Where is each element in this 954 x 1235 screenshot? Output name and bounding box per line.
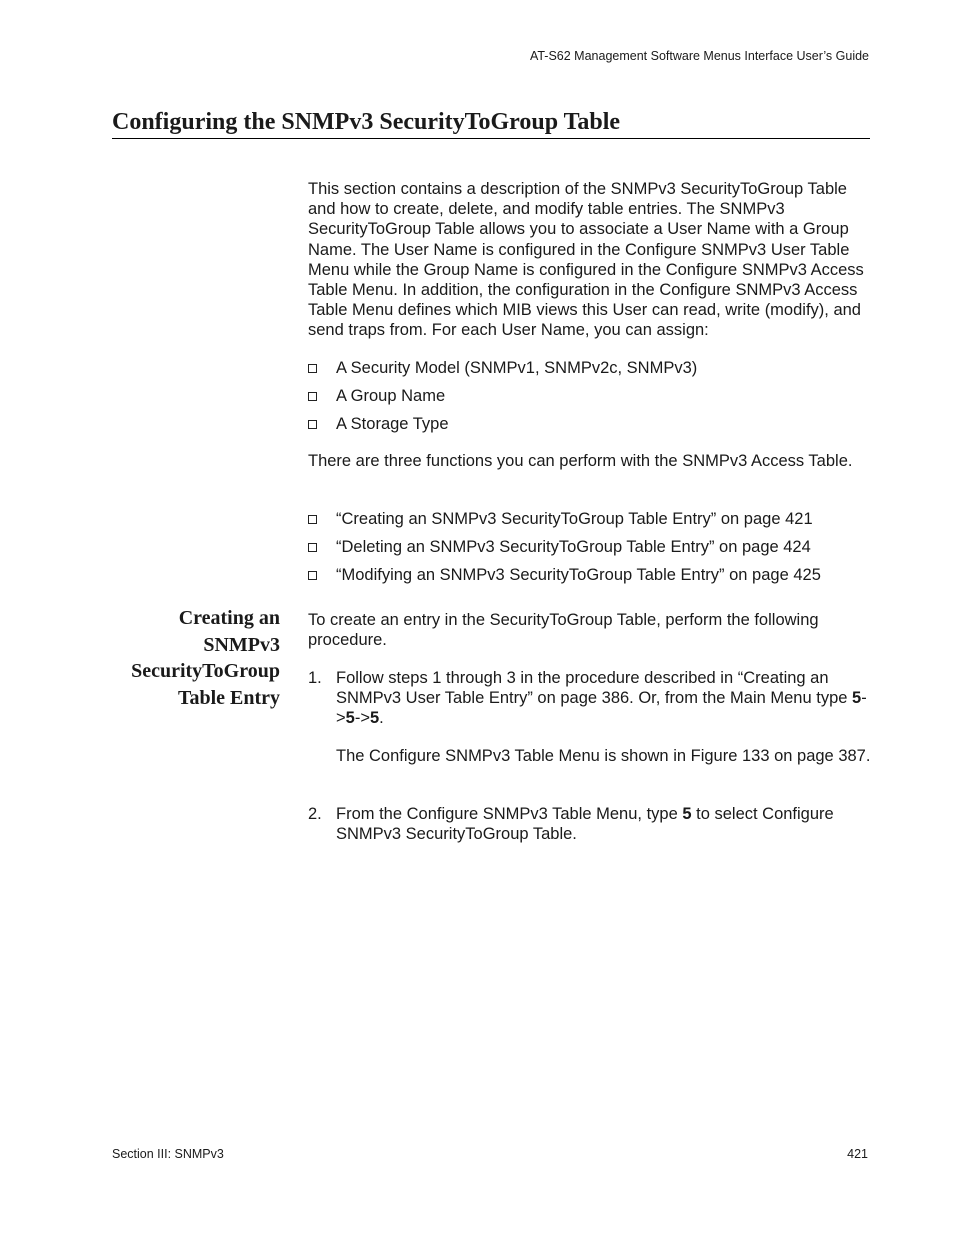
checkbox-bullet-icon	[308, 571, 317, 580]
cross-reference-link[interactable]: “Creating an SNMPv3 SecurityToGroup Table Entry” on page 421	[336, 510, 813, 528]
list-item	[308, 386, 874, 414]
section-title: Configuring the SNMPv3 SecurityToGroup Table	[112, 108, 870, 139]
menu-key: 5	[682, 805, 692, 823]
menu-key: 5	[369, 709, 380, 728]
footer-section: Section III: SNMPv3	[112, 1147, 224, 1161]
subsection-heading-line: Creating an	[178, 607, 280, 629]
checkbox-bullet-icon	[308, 420, 317, 429]
functions-intro-block	[308, 451, 874, 471]
intro-paragraph: This section contains a description of the SNMPv3 SecurityToGroup Table and how to create, delete, and modify table entries. The SNMPv3 SecurityToGroup Table allows you to associate a User Name with a Group Name. The User Name is configured in the Configure SNMPv3 User Table Menu while the Group Name is configured in the Configure SNMPv3 Access Table Menu. In addition, the configuration in the Configure SNMPv3 Access Table Menu defines which MIB views this User can read, write (modify), and send traps from. For each User Name, you can assign:	[308, 180, 864, 340]
intro-block	[308, 179, 874, 341]
list-item	[308, 358, 874, 386]
menu-key: 5	[852, 689, 862, 708]
list-item	[308, 414, 874, 442]
checkbox-bullet-icon	[308, 364, 317, 373]
list-item	[308, 509, 874, 537]
checkbox-bullet-icon	[308, 515, 317, 524]
list-item-text: A Group Name	[336, 387, 446, 405]
list-item-text: A Security Model (SNMPv1, SNMPv2c, SNMPv3)	[336, 359, 698, 377]
list-item-text: A Storage Type	[336, 415, 449, 433]
subsection-heading-line: Table Entry	[177, 686, 280, 709]
menu-key: 5	[345, 709, 355, 728]
list-item	[308, 537, 874, 565]
step-text: Follow steps 1 through 3 in the procedure described in “Creating an SNMPv3 User Table Entry” on page 386. Or, from the Main Menu type 5->5->5.	[336, 669, 867, 728]
step-2	[308, 804, 874, 844]
subsection-heading	[131, 605, 280, 711]
cross-reference-link[interactable]: “Modifying an SNMPv3 SecurityToGroup Table Entry” on page 425	[336, 566, 821, 584]
assign-list	[308, 358, 874, 442]
function-links-block	[308, 509, 874, 593]
cross-reference-link[interactable]: “Deleting an SNMPv3 SecurityToGroup Table Entry” on page 424	[336, 538, 811, 556]
step-text: From the Configure SNMPv3 Table Menu, type 5 to select Configure SNMPv3 SecurityToGroup Table.	[336, 805, 834, 844]
step-number: 1.	[308, 669, 322, 687]
function-links-list	[308, 509, 874, 593]
assign-list-block	[308, 358, 874, 442]
checkbox-bullet-icon	[308, 392, 317, 401]
running-header: AT-S62 Management Software Menus Interface User’s Guide	[529, 49, 869, 63]
subsection-heading-line: SecurityToGroup	[131, 660, 280, 682]
step-note: The Configure SNMPv3 Table Menu is shown in Figure 133 on page 387.	[336, 747, 871, 765]
step-1	[308, 668, 874, 729]
procedure-intro-block	[308, 610, 874, 650]
procedure-intro: To create an entry in the SecurityToGroup Table, perform the following procedure.	[308, 611, 819, 650]
step-number: 2.	[308, 805, 322, 823]
subsection-heading-line: SNMPv3	[203, 633, 280, 656]
checkbox-bullet-icon	[308, 543, 317, 552]
step-1-note-block	[308, 746, 874, 766]
page-number: 421	[847, 1147, 868, 1161]
list-item	[308, 565, 874, 593]
functions-intro: There are three functions you can perform with the SNMPv3 Access Table.	[308, 452, 853, 470]
